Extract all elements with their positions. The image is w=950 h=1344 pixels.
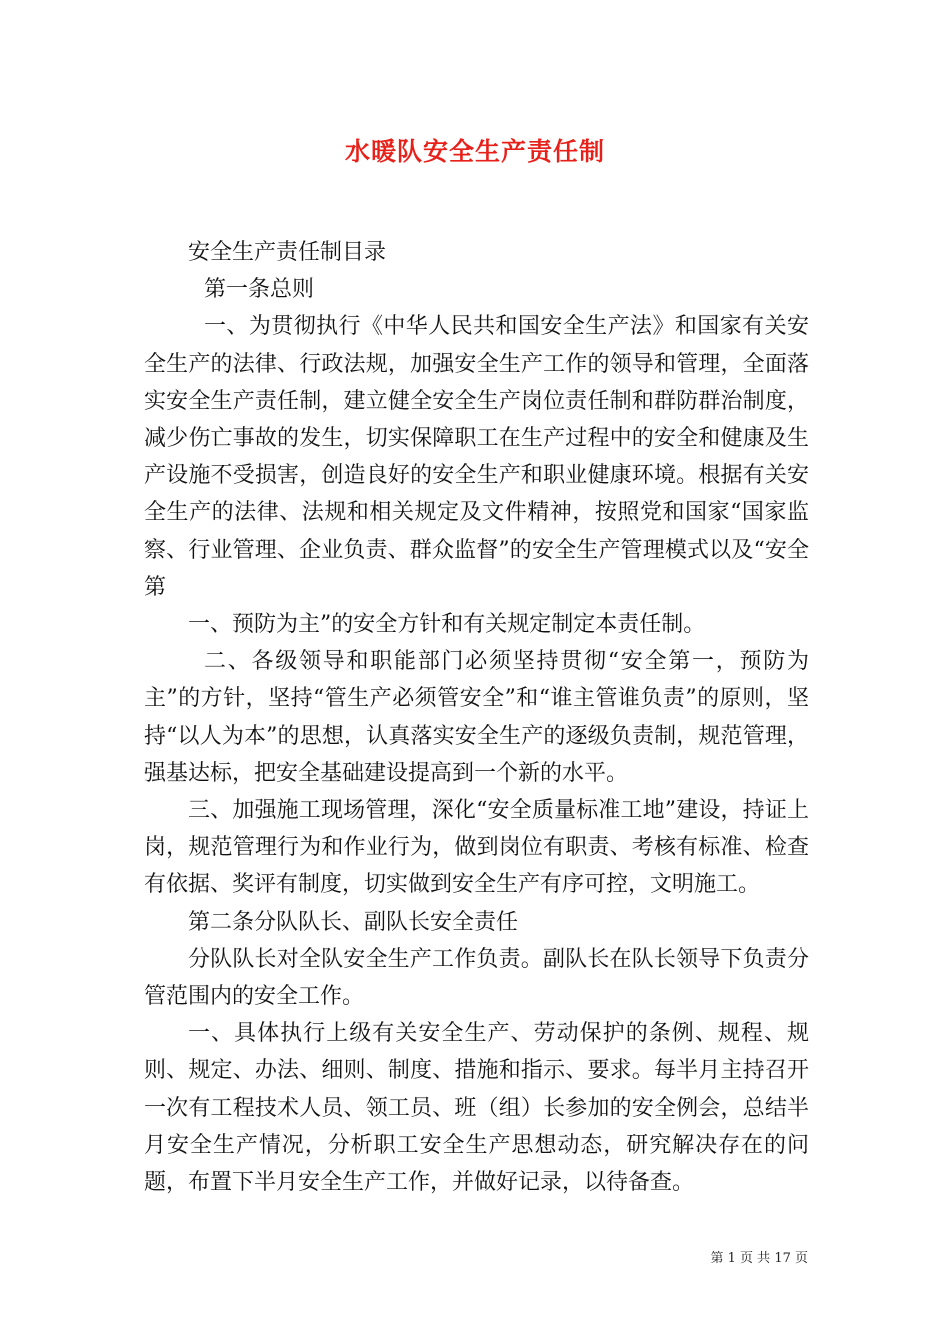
paragraph-article-2-intro: 分队队长对全队安全生产工作负责。副队长在队长领导下负责分管范围内的安全工作。 (144, 946, 809, 1010)
paragraph-article-1-heading: 第一条总则 (204, 277, 315, 303)
page-number: 第 1 页 共 17 页 (710, 1251, 808, 1266)
paragraph-article-1-item-1-cont: 一、预防为主”的安全方针和有关规定制定本责任制。 (188, 612, 706, 638)
paragraph-article-2-heading: 第二条分队队长、副队长安全责任 (188, 909, 519, 935)
paragraph-article-1-item-1: 一、为贯彻执行《中华人民共和国安全生产法》和国家有关安全生产的法律、行政法规，加强安全生产工作的领导和管理，全面落实安全生产责任制，建立健全安全生产岗位责任制和群防群治制度，减少伤亡事故的发生，切实保障职工在生产过程中的安全和健康及生产设施不受损害，创造良好的安全生产和职业健康环境。根据有关安全生产的法律、法规和相关规定及文件精神，按照党和国家“国家监察、行业管理、企业负责、群众监督”的安全生产管理模式以及“安全第 (144, 314, 809, 600)
paragraph-article-2-item-1: 一、具体执行上级有关安全生产、劳动保护的条例、规程、规则、规定、办法、细则、制度、措施和指示、要求。每半月主持召开一次有工程技术人员、领工员、班（组）长参加的安全例会，总结半月安全生产情况，分析职工安全生产思想动态，研究解决存在的问题，布置下半月安全生产工作，并做好记录，以待备查。 (144, 1021, 809, 1196)
paragraph-article-1-item-3: 三、加强施工现场管理，深化“安全质量标准工地”建设，持证上岗，规范管理行为和作业行为，做到岗位有职责、考核有标准、检查有依据、奖评有制度，切实做到安全生产有序可控，文明施工。 (144, 798, 809, 898)
paragraph-article-1-item-2: 二、各级领导和职能部门必须坚持贯彻“安全第一，预防为主”的方针，坚持“管生产必须管安全”和“谁主管谁负责”的原则，坚持“以人为本”的思想，认真落实安全生产的逐级负责制，规范管理，强基达标，把安全基础建设提高到一个新的水平。 (144, 649, 809, 786)
paragraph-toc-heading: 安全生产责任制目录 (188, 240, 387, 265)
document-body (144, 234, 809, 1201)
document-title: 水暖队安全生产责任制 (344, 137, 605, 166)
